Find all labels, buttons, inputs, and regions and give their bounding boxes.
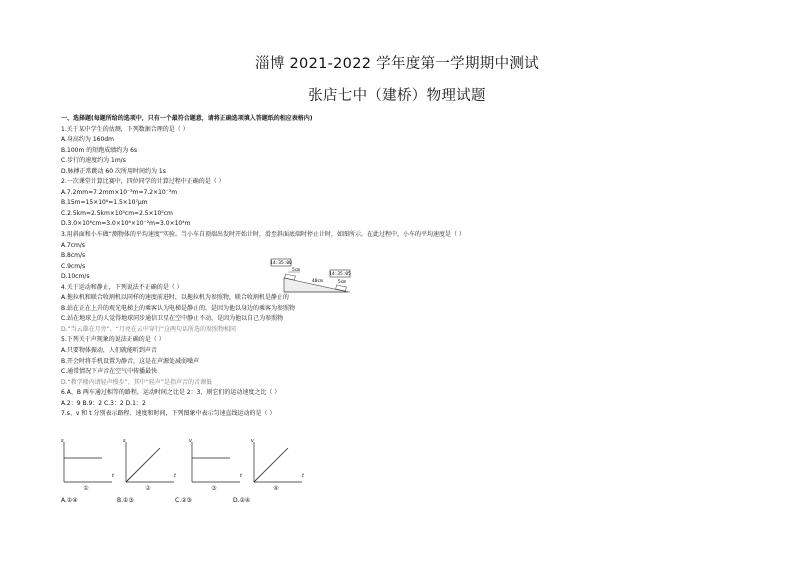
bottom-length: 5cm bbox=[338, 280, 347, 285]
graph-3-x-label: t bbox=[240, 473, 242, 479]
text-line: A.拖拉机和联合收割机以同样的速度前进时，以拖拉机为参照物，联合收割机是静止的 bbox=[61, 294, 289, 302]
graph-4-plot bbox=[248, 440, 304, 486]
graph-2-line bbox=[126, 448, 160, 482]
graph-4-caption: ④ bbox=[273, 485, 279, 492]
graph-4 bbox=[248, 440, 304, 494]
question-text-block bbox=[61, 114, 751, 420]
graph-3-y-label: v bbox=[189, 438, 192, 444]
text-line: A.7.2mm=7.2mm×10⁻³m=7.2×10⁻³m bbox=[61, 188, 178, 196]
q7-option-b: B.①③ bbox=[117, 497, 134, 504]
graph-4-y-label: v bbox=[251, 438, 254, 444]
incline-figure bbox=[270, 258, 352, 298]
graph-3-plot bbox=[186, 440, 242, 486]
text-line: A.身高约为 160dm bbox=[61, 136, 114, 144]
exam-subtitle: 张店七中（建桥）物理试题 bbox=[308, 88, 486, 104]
q7-option-a: A.①④ bbox=[61, 497, 78, 504]
text-line: A.只要物体振动，人们就能听到声音 bbox=[61, 347, 157, 355]
q7-answer-options bbox=[61, 496, 461, 506]
text-line: C.站在地球上的人觉得地球同步通信卫星在空中静止不动，是因为他以自己为参照物 bbox=[61, 315, 284, 323]
text-line: 1.关于某中学生的估测，下列数据合理的是（ ） bbox=[61, 125, 189, 133]
text-line: C.9cm/s bbox=[61, 262, 86, 270]
graph-1-plot bbox=[58, 440, 114, 486]
graph-1 bbox=[58, 440, 114, 494]
text-line: D.脉搏正常跳动 60 次所用时间约为 1s bbox=[61, 167, 166, 175]
text-line: C.步行的速度约为 1m/s bbox=[61, 157, 126, 165]
graph-2-plot bbox=[120, 440, 176, 486]
text-line: 7.s、v 和 t 分别表示路程、速度和时间，下列图象中表示匀速直线运动的是（ ） bbox=[61, 410, 276, 418]
q7-option-c: C.②③ bbox=[175, 497, 192, 504]
graph-1-caption: ① bbox=[83, 485, 89, 492]
graph-4-x-label: t bbox=[302, 473, 304, 479]
text-line: D.“当云雄在月旁”、“月亮在云中穿行”这两句话所选的参照物相同 bbox=[61, 325, 236, 333]
text-line: A.7cm/s bbox=[61, 241, 86, 249]
graph-3-caption: ③ bbox=[211, 485, 217, 492]
exam-title: 淄博 2021-2022 学年度第一学期期中测试 bbox=[255, 56, 539, 72]
text-line: 6.A、B 两车通过相等的路程，运动时间之比是 2：3，则它们的运动速度之比（ ） bbox=[61, 389, 281, 397]
text-line: B.站在正在上升的观光电梯上的乘客认为电梯是静止的，是因为他以身边的乘客为参照物 bbox=[61, 304, 296, 312]
text-line: B.8cm/s bbox=[61, 252, 86, 260]
text-line: 5.下列关于声现象的说法正确的是（ ） bbox=[61, 336, 165, 344]
top-length: 5cm bbox=[292, 268, 301, 273]
text-line: B.开会时将手机设置为静音，这是在声源处减弱噪声 bbox=[61, 357, 200, 365]
graph-2-x-label: t bbox=[174, 473, 176, 479]
q7-option-d: D.②④ bbox=[233, 497, 251, 504]
graph-2-caption: ② bbox=[145, 485, 151, 492]
text-line: D.10cm/s bbox=[61, 273, 90, 281]
graph-3 bbox=[186, 440, 242, 494]
text-line: 3.用斜面和小车做“测物体的平均速度”实验。当小车自顶端出发时开始计时，滑至斜面底端时停止计时，如图所示。在此过程中，小车的平均速度是（ ） bbox=[61, 231, 465, 239]
text-line: A.2：9 B.9：2 C.3：2 D.1：2 bbox=[61, 399, 146, 407]
text-line: 一、选择题(每题所给的选项中，只有一个最符合题意，请将正确选项填入答题纸的相应表格内) bbox=[61, 115, 313, 122]
graph-2 bbox=[120, 440, 176, 494]
text-line: B.100m 的短跑成绩约为 6s bbox=[61, 146, 138, 154]
text-line: 2.一次课堂计算比赛中，四位同学的计算过程中正确的是（ ） bbox=[61, 178, 225, 186]
start-time: 14:35:00 bbox=[270, 261, 292, 267]
graph-4-line bbox=[254, 448, 288, 482]
graph-2-y-label: s bbox=[123, 438, 126, 444]
text-line: D.“教学楼内请轻声慢步”，其中“轻声”是指声音的音调低 bbox=[61, 378, 212, 386]
text-line: D.3.0×10⁶cm=3.0×10⁶×10⁻²m=3.0×10⁴m bbox=[61, 220, 191, 228]
graph-1-y-label: s bbox=[61, 438, 64, 444]
motion-graphs bbox=[58, 440, 358, 494]
text-line: C.通常情况下声音在空气中传播最快 bbox=[61, 368, 158, 376]
text-line: 4.关于运动和静止，下列说法不正确的是（ ） bbox=[61, 283, 183, 291]
text-line: B.15m=15×10⁶=1.5×10⁷μm bbox=[61, 199, 148, 207]
end-time: 14:35:05 bbox=[329, 272, 351, 278]
graph-1-x-label: t bbox=[112, 473, 114, 479]
mid-length: 40cm bbox=[312, 279, 323, 284]
text-line: C.2.5km=2.5km×10⁵cm=2.5×10⁵cm bbox=[61, 209, 173, 217]
